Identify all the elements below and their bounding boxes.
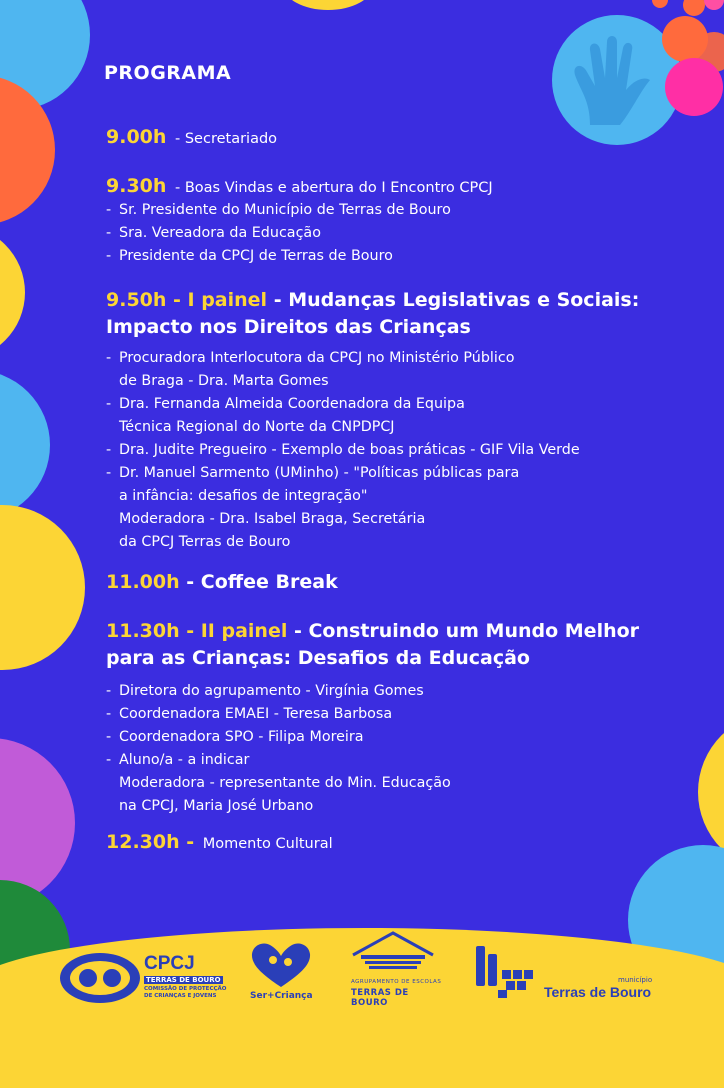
entry-secretariado [106,126,706,150]
list-item: - Sra. Vereadora da Educação [106,222,706,245]
entry-painel-1 [106,287,706,554]
cpcj-logo [58,950,228,1010]
entry-time: 11.30h - II painel [106,620,288,642]
entry-momento-cultural [106,831,706,855]
entry-text: - Secretariado [175,131,278,147]
municipio-emblem-icon [472,940,542,1000]
entry-time: 11.00h [106,571,180,593]
page-title: PROGRAMA [104,62,232,84]
entry-time: 12.30h - [106,831,195,853]
list-item: - Presidente da CPCJ de Terras de Bouro [106,245,706,268]
list-item: - Coordenadora SPO - Filipa Moreira [106,726,706,749]
cpcj-desc: DE CRIANÇAS E JOVENS [144,993,217,999]
entry-coffee-break [106,569,706,596]
agrupamento-line1: AGRUPAMENTO DE ESCOLAS [351,979,442,985]
entry-time: 9.50h - I painel [106,289,268,311]
cpcj-name: CPCJ [144,953,195,974]
list-item: - Dr. Manuel Sarmento (UMinho) - "Políticas públicas para a infância: desafios de integração" Moderadora - Dra. Isabel Braga, Secretária da CPCJ Terras de Bouro [106,462,706,554]
list-item: - Aluno/a - a indicar Moderadora - representante do Min. Educação na CPCJ, Maria José Urbano [106,749,706,818]
entry-text: Momento Cultural [202,836,333,852]
entry-boas-vindas [106,175,706,268]
entry-text: - Boas Vindas e abertura do I Encontro CPCJ [175,180,493,196]
list-item: - Sr. Presidente do Município de Terras de Bouro [106,199,706,222]
heart-icon [248,940,314,990]
entry-text: Impacto nos Direitos das Crianças [106,316,471,338]
list-item: - Diretora do agrupamento - Virgínia Gomes [106,680,706,703]
entry-text: - Mudanças Legislativas e Sociais: [273,289,640,311]
list-item: - Coordenadora EMAEI - Teresa Barbosa [106,703,706,726]
ser-crianca-label: Ser+Criança [250,991,313,1001]
entry-time: 9.00h [106,126,167,148]
cpcj-sub: TERRAS DE BOURO [146,976,221,984]
entry-painel-2 [106,618,706,818]
municipio-name: Terras de Bouro [544,984,652,1000]
entry-text: - Construindo um Mundo Melhor [293,620,640,642]
entry-time: 9.30h [106,175,167,197]
agrupamento-logo [343,925,443,1008]
municipio-small: município [618,976,653,984]
agrupamento-line2: TERRAS DE BOURO [351,988,409,1008]
list-item: - Dra. Fernanda Almeida Coordenadora da Equipa Técnica Regional do Norte da CNPDPCJ [106,393,706,439]
list-item: - Procuradora Interlocutora da CPCJ no Ministério Público de Braga - Dra. Marta Gomes [106,347,706,393]
entry-text: para as Crianças: Desafios da Educação [106,647,530,669]
entry-text: - Coffee Break [186,571,338,593]
municipio-logo [472,940,672,1004]
cpcj-eyes-icon [58,950,143,1006]
list-item: - Dra. Judite Pregueiro - Exemplo de boas práticas - GIF Vila Verde [106,439,706,462]
ser-crianca-logo [248,940,314,1006]
cpcj-desc: COMISSÃO DE PROTECÇÃO [144,986,227,992]
building-icon [343,925,443,975]
